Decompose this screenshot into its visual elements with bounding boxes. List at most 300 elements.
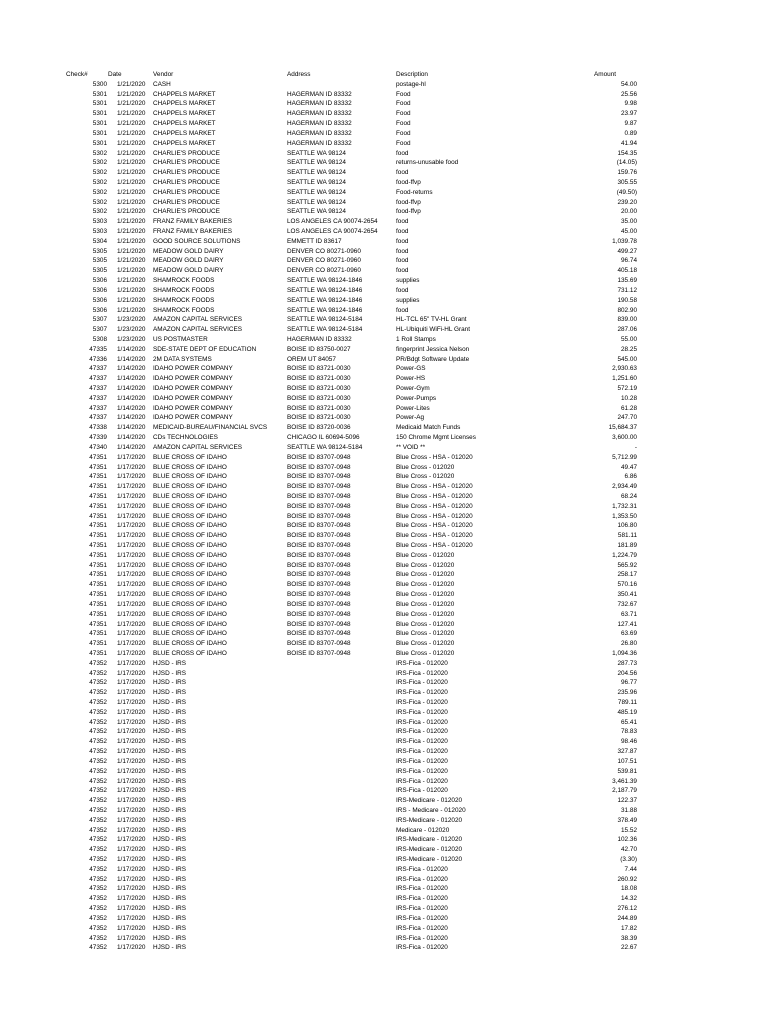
cell-address: BOISE ID 83721-0030 (287, 414, 351, 422)
cell-amount: 35.00 (621, 218, 637, 226)
cell-date: 1/14/2020 (117, 355, 146, 363)
cell-check: 47352 (89, 905, 107, 913)
cell-description: IRS-Fica - 012020 (396, 924, 448, 932)
cell-vendor: CHAPPELS MARKET (153, 110, 216, 118)
header-row (0, 70, 770, 80)
cell-address: BOISE ID 83720-0036 (287, 424, 351, 432)
cell-check: 47352 (89, 924, 107, 932)
cell-date: 1/21/2020 (117, 306, 146, 314)
table-row (0, 286, 770, 296)
cell-description: Blue Cross - 012020 (396, 581, 455, 589)
cell-amount: 287.06 (617, 326, 637, 334)
cell-vendor: HJSD - IRS (153, 806, 187, 814)
cell-amount: 122.37 (617, 797, 637, 805)
cell-amount: 258.17 (617, 571, 637, 579)
cell-check: 47339 (89, 434, 107, 442)
cell-amount: 2,934.49 (612, 483, 637, 491)
cell-description: IRS-Fica - 012020 (396, 875, 448, 883)
cell-vendor: GOOD SOURCE SOLUTIONS (153, 237, 241, 245)
cell-date: 1/17/2020 (117, 856, 146, 863)
cell-amount: 65.41 (621, 718, 637, 726)
cell-vendor: HJSD - IRS (153, 708, 187, 716)
cell-description: IRS-Fica - 012020 (396, 669, 448, 677)
cell-date: 1/17/2020 (117, 806, 146, 814)
cell-description: Food (396, 90, 411, 98)
cell-amount: 15,684.37 (608, 424, 637, 432)
cell-amount: 499.27 (617, 247, 637, 255)
cell-description: food (396, 149, 409, 157)
cell-vendor: MEADOW GOLD DAIRY (153, 257, 224, 265)
table-row (0, 355, 770, 365)
table-row (0, 649, 770, 659)
cell-date: 1/21/2020 (117, 218, 146, 226)
cell-date: 1/17/2020 (117, 816, 146, 824)
cell-vendor: MEADOW GOLD DAIRY (153, 267, 224, 275)
cell-vendor: AMAZON CAPITAL SERVICES (153, 316, 243, 324)
cell-description: food-ffvp (396, 178, 421, 186)
cell-amount: 9.98 (624, 100, 637, 108)
cell-description: food-ffvp (396, 208, 421, 216)
cell-amount: 22.67 (621, 944, 637, 952)
cell-vendor: HJSD - IRS (153, 679, 187, 687)
cell-date: 1/17/2020 (117, 561, 146, 569)
cell-address: SEATTLE WA 98124 (287, 159, 346, 167)
cell-amount: 106.80 (617, 522, 637, 530)
table-row (0, 757, 770, 767)
cell-vendor: CHARLIE'S PRODUCE (153, 149, 220, 157)
cell-description: food (396, 306, 409, 314)
table-row (0, 767, 770, 777)
cell-check: 47337 (89, 365, 107, 373)
table-row (0, 796, 770, 806)
table-row (0, 463, 770, 473)
cell-date: 1/21/2020 (117, 296, 146, 304)
cell-date: 1/17/2020 (117, 571, 146, 579)
table-row (0, 374, 770, 384)
table-row (0, 659, 770, 669)
cell-address: OREM UT 84057 (287, 355, 336, 363)
table-row (0, 325, 770, 335)
cell-check: 5301 (92, 120, 107, 128)
cell-amount: 68.24 (621, 492, 637, 500)
cell-vendor: SDE-STATE DEPT OF EDUCATION (153, 345, 257, 353)
cell-description: food (396, 247, 409, 255)
cell-address: SEATTLE WA 98124 (287, 169, 346, 177)
cell-date: 1/21/2020 (117, 208, 146, 216)
cell-description: Blue Cross - 012020 (396, 640, 455, 648)
cell-vendor: BLUE CROSS OF IDAHO (153, 551, 227, 559)
cell-date: 1/17/2020 (117, 669, 146, 677)
header-address: Address (287, 71, 311, 78)
cell-check: 47352 (89, 846, 107, 854)
cell-address: HAGERMAN ID 83332 (287, 335, 352, 343)
cell-amount: 235.96 (617, 689, 637, 697)
cell-check: 47352 (89, 679, 107, 687)
cell-date: 1/14/2020 (117, 345, 146, 353)
cell-date: 1/17/2020 (117, 777, 146, 785)
cell-description: Blue Cross - HSA - 012020 (396, 483, 473, 491)
cell-check: 47352 (89, 875, 107, 883)
table-row (0, 247, 770, 257)
cell-check: 5301 (92, 129, 107, 137)
cell-description: food-ffvp (396, 198, 421, 206)
table-row (0, 551, 770, 561)
cell-check: 5301 (92, 139, 107, 147)
cell-description: IRS-Fica - 012020 (396, 787, 448, 795)
cell-amount: 3,461.39 (612, 777, 637, 785)
cell-amount: 276.12 (617, 905, 637, 913)
cell-date: 1/17/2020 (117, 934, 146, 942)
cell-address: SEATTLE WA 98124 (287, 208, 346, 216)
table-row (0, 237, 770, 247)
cell-description: IRS-Fica - 012020 (396, 767, 448, 775)
cell-vendor: HJSD - IRS (153, 875, 187, 883)
cell-date: 1/17/2020 (117, 581, 146, 589)
cell-description: fingerprint Jessica Nelson (396, 345, 470, 353)
table-row (0, 472, 770, 482)
cell-address: HAGERMAN ID 83332 (287, 120, 352, 128)
cell-amount: 159.76 (617, 169, 637, 177)
cell-vendor: BLUE CROSS OF IDAHO (153, 542, 227, 549)
cell-date: 1/21/2020 (117, 100, 146, 108)
cell-date: 1/14/2020 (117, 385, 146, 392)
cell-address: DENVER CO 80271-0960 (287, 267, 361, 275)
cell-vendor: IDAHO POWER COMPANY (153, 365, 233, 373)
cell-amount: 102.36 (617, 836, 637, 844)
cell-address: SEATTLE WA 98124-5184 (287, 443, 363, 451)
table-row (0, 423, 770, 433)
table-row (0, 688, 770, 698)
cell-date: 1/17/2020 (117, 492, 146, 500)
cell-date: 1/17/2020 (117, 591, 146, 599)
cell-address: BOISE ID 83707-0948 (287, 610, 351, 618)
cell-vendor: BLUE CROSS OF IDAHO (153, 463, 227, 471)
cell-check: 47351 (89, 532, 107, 540)
table-row (0, 512, 770, 522)
cell-amount: 327.87 (617, 748, 637, 756)
cell-amount: 127.41 (617, 620, 637, 628)
cell-date: 1/17/2020 (117, 620, 146, 628)
cell-vendor: BLUE CROSS OF IDAHO (153, 561, 227, 569)
cell-description: Blue Cross - 012020 (396, 571, 455, 579)
cell-date: 1/14/2020 (117, 404, 146, 412)
cell-amount: 3,600.00 (612, 434, 637, 442)
table-row (0, 639, 770, 649)
cell-date: 1/17/2020 (117, 679, 146, 687)
cell-address: BOISE ID 83707-0948 (287, 640, 351, 648)
cell-check: 47352 (89, 659, 107, 667)
cell-date: 1/21/2020 (117, 178, 146, 186)
cell-vendor: HJSD - IRS (153, 797, 187, 805)
cell-check: 47352 (89, 797, 107, 805)
cell-vendor: BLUE CROSS OF IDAHO (153, 640, 227, 648)
cell-address: SEATTLE WA 98124 (287, 178, 346, 186)
cell-date: 1/23/2020 (117, 316, 146, 324)
cell-vendor: BLUE CROSS OF IDAHO (153, 512, 227, 520)
table-row (0, 188, 770, 198)
cell-description: IRS-Medicare - 012020 (396, 856, 463, 863)
cell-vendor: BLUE CROSS OF IDAHO (153, 522, 227, 530)
table-row (0, 875, 770, 885)
cell-description: food (396, 286, 409, 294)
cell-vendor: HJSD - IRS (153, 787, 187, 795)
cell-check: 47351 (89, 600, 107, 608)
table-row (0, 266, 770, 276)
cell-vendor: HJSD - IRS (153, 865, 187, 873)
cell-description: IRS-Fica - 012020 (396, 708, 448, 716)
cell-date: 1/17/2020 (117, 885, 146, 893)
cell-vendor: CHARLIE'S PRODUCE (153, 188, 220, 196)
table-row (0, 217, 770, 227)
cell-check: 47352 (89, 669, 107, 677)
cell-address: SEATTLE WA 98124 (287, 188, 346, 196)
cell-address: DENVER CO 80271-0960 (287, 257, 361, 265)
cell-check: 5303 (92, 228, 107, 235)
cell-description: Blue Cross - 012020 (396, 463, 455, 471)
cell-address: BOISE ID 83707-0948 (287, 512, 351, 520)
table-row (0, 492, 770, 502)
cell-amount: 802.90 (617, 306, 637, 314)
cell-date: 1/17/2020 (117, 512, 146, 520)
cell-check: 47352 (89, 787, 107, 795)
cell-vendor: MEADOW GOLD DAIRY (153, 247, 224, 255)
cell-vendor: CHAPPELS MARKET (153, 129, 216, 137)
cell-date: 1/17/2020 (117, 640, 146, 648)
check-register (0, 70, 770, 953)
cell-address: BOISE ID 83707-0948 (287, 600, 351, 608)
cell-vendor: BLUE CROSS OF IDAHO (153, 649, 227, 657)
cell-amount: 378.49 (617, 816, 637, 824)
cell-amount: 539.81 (617, 767, 637, 775)
cell-amount: 581.11 (617, 532, 637, 540)
cell-vendor: HJSD - IRS (153, 689, 187, 697)
cell-vendor: HJSD - IRS (153, 944, 187, 952)
cell-amount: 10.28 (621, 394, 637, 402)
cell-date: 1/17/2020 (117, 600, 146, 608)
table-row (0, 384, 770, 394)
cell-vendor: CHAPPELS MARKET (153, 100, 216, 108)
cell-vendor: HJSD - IRS (153, 895, 187, 903)
cell-address: BOISE ID 83707-0948 (287, 620, 351, 628)
cell-date: 1/21/2020 (117, 110, 146, 118)
cell-address: BOISE ID 83707-0948 (287, 492, 351, 500)
table-row (0, 718, 770, 728)
cell-amount: 181.89 (617, 542, 637, 549)
cell-description: Blue Cross - HSA - 012020 (396, 492, 473, 500)
cell-description: Food (396, 129, 411, 137)
cell-description: IRS-Fica - 012020 (396, 934, 448, 942)
cell-amount: 63.69 (621, 630, 637, 638)
cell-address: SEATTLE WA 98124-1846 (287, 306, 363, 314)
cell-amount: 350.41 (617, 591, 637, 599)
cell-description: Power-HS (396, 375, 426, 383)
cell-address: BOISE ID 83707-0948 (287, 571, 351, 579)
cell-amount: 25.56 (621, 90, 637, 98)
cell-address: HAGERMAN ID 83332 (287, 139, 352, 147)
cell-description: IRS-Fica - 012020 (396, 914, 448, 922)
cell-date: 1/17/2020 (117, 689, 146, 697)
table-row (0, 404, 770, 414)
cell-amount: 45.00 (621, 228, 637, 235)
cell-check: 47337 (89, 414, 107, 422)
cell-date: 1/17/2020 (117, 767, 146, 775)
cell-check: 47352 (89, 748, 107, 756)
cell-vendor: SHAMROCK FOODS (153, 296, 215, 304)
cell-description: Food (396, 100, 411, 108)
cell-amount: 732.67 (617, 600, 637, 608)
cell-address: BOISE ID 83707-0948 (287, 463, 351, 471)
table-row (0, 90, 770, 100)
table-row (0, 698, 770, 708)
cell-vendor: US POSTMASTER (153, 335, 208, 343)
cell-description: Power-Ag (396, 414, 425, 422)
cell-date: 1/17/2020 (117, 453, 146, 461)
table-row (0, 727, 770, 737)
table-row (0, 178, 770, 188)
cell-date: 1/21/2020 (117, 247, 146, 255)
cell-vendor: IDAHO POWER COMPANY (153, 404, 233, 412)
cell-check: 5305 (92, 247, 107, 255)
cell-address: BOISE ID 83707-0948 (287, 551, 351, 559)
table-row (0, 207, 770, 217)
cell-amount: 572.19 (617, 385, 637, 392)
cell-date: 1/17/2020 (117, 875, 146, 883)
cell-date: 1/17/2020 (117, 718, 146, 726)
cell-vendor: SHAMROCK FOODS (153, 306, 215, 314)
cell-amount: 5,712.99 (612, 453, 637, 461)
cell-address: BOISE ID 83721-0030 (287, 385, 351, 392)
cell-amount: 98.46 (621, 738, 637, 746)
cell-vendor: BLUE CROSS OF IDAHO (153, 581, 227, 589)
cell-address: BOISE ID 83721-0030 (287, 394, 351, 402)
cell-date: 1/17/2020 (117, 473, 146, 481)
cell-vendor: HJSD - IRS (153, 924, 187, 932)
cell-vendor: CHARLIE'S PRODUCE (153, 159, 220, 167)
cell-date: 1/17/2020 (117, 905, 146, 913)
cell-amount: (3.30) (620, 856, 637, 863)
cell-address: SEATTLE WA 98124-1846 (287, 286, 363, 294)
cell-description: IRS-Fica - 012020 (396, 699, 448, 706)
cell-address: BOISE ID 83750-0027 (287, 345, 351, 353)
table-row (0, 482, 770, 492)
cell-description: HL-Ubiquiti WiFi-HL Grant (396, 326, 470, 334)
cell-amount: 545.00 (617, 355, 637, 363)
cell-vendor: HJSD - IRS (153, 826, 187, 834)
cell-address: HAGERMAN ID 83332 (287, 100, 352, 108)
table-row (0, 296, 770, 306)
cell-address: HAGERMAN ID 83332 (287, 110, 352, 118)
cell-description: IRS-Fica - 012020 (396, 865, 448, 873)
table-row (0, 256, 770, 266)
cell-check: 47352 (89, 767, 107, 775)
cell-description: Power-Pumps (396, 394, 437, 402)
cell-vendor: HJSD - IRS (153, 718, 187, 726)
cell-check: 47337 (89, 375, 107, 383)
cell-amount: 96.77 (621, 679, 637, 687)
cell-check: 47352 (89, 944, 107, 952)
cell-amount: 1,039.78 (612, 237, 637, 245)
cell-check: 5307 (92, 316, 107, 324)
table-row (0, 99, 770, 109)
cell-description: Medicaid Match Funds (396, 424, 461, 432)
cell-date: 1/17/2020 (117, 630, 146, 638)
cell-address: LOS ANGELES CA 90074-2654 (287, 218, 378, 226)
table-row (0, 364, 770, 374)
table-row (0, 453, 770, 463)
cell-description: IRS-Fica - 012020 (396, 777, 448, 785)
table-row (0, 678, 770, 688)
cell-vendor: HJSD - IRS (153, 846, 187, 854)
cell-check: 47352 (89, 865, 107, 873)
table-row (0, 109, 770, 119)
cell-vendor: FRANZ FAMILY BAKERIES (153, 228, 232, 235)
cell-address: BOISE ID 83707-0948 (287, 561, 351, 569)
table-row (0, 924, 770, 934)
header-date: Date (108, 71, 122, 78)
cell-check: 47352 (89, 816, 107, 824)
cell-check: 47351 (89, 542, 107, 549)
cell-check: 47351 (89, 483, 107, 491)
cell-amount: 239.20 (617, 198, 637, 206)
cell-vendor: BLUE CROSS OF IDAHO (153, 532, 227, 540)
cell-check: 47352 (89, 718, 107, 726)
cell-vendor: BLUE CROSS OF IDAHO (153, 591, 227, 599)
cell-vendor: HJSD - IRS (153, 816, 187, 824)
cell-check: 47351 (89, 610, 107, 618)
table-row (0, 865, 770, 875)
table-row (0, 786, 770, 796)
cell-check: 47340 (89, 443, 107, 451)
cell-description: Food (396, 110, 411, 118)
cell-date: 1/14/2020 (117, 424, 146, 432)
cell-amount: 6.86 (624, 473, 637, 481)
cell-description: Blue Cross - 012020 (396, 473, 455, 481)
cell-vendor: CHARLIE'S PRODUCE (153, 208, 220, 216)
cell-description: 1 Roll Stamps (396, 335, 436, 343)
header-check: Check# (66, 71, 88, 78)
cell-description: Blue Cross - HSA - 012020 (396, 542, 473, 549)
cell-vendor: HJSD - IRS (153, 934, 187, 942)
table-row (0, 129, 770, 139)
table-row (0, 914, 770, 924)
cell-date: 1/17/2020 (117, 659, 146, 667)
cell-amount: 63.71 (621, 610, 637, 618)
cell-amount: 2,930.63 (612, 365, 637, 373)
cell-description: HL-TCL 65" TV-HL Grant (396, 316, 467, 324)
cell-vendor: SHAMROCK FOODS (153, 286, 215, 294)
cell-date: 1/14/2020 (117, 434, 146, 442)
cell-check: 5301 (92, 90, 107, 98)
cell-vendor: HJSD - IRS (153, 885, 187, 893)
cell-check: 5308 (92, 335, 107, 343)
register-rows (0, 80, 770, 953)
cell-vendor: HJSD - IRS (153, 914, 187, 922)
cell-date: 1/17/2020 (117, 728, 146, 736)
cell-description: IRS-Medicare - 012020 (396, 846, 463, 854)
table-row (0, 894, 770, 904)
cell-vendor: CHAPPELS MARKET (153, 120, 216, 128)
cell-amount: 1,732.31 (612, 502, 637, 510)
cell-date: 1/21/2020 (117, 286, 146, 294)
cell-description: food (396, 218, 409, 226)
table-row (0, 845, 770, 855)
cell-amount: 565.92 (617, 561, 637, 569)
cell-vendor: SHAMROCK FOODS (153, 277, 215, 285)
table-row (0, 227, 770, 237)
cell-vendor: HJSD - IRS (153, 699, 187, 706)
cell-vendor: BLUE CROSS OF IDAHO (153, 610, 227, 618)
cell-address: EMMETT ID 83617 (287, 237, 342, 245)
